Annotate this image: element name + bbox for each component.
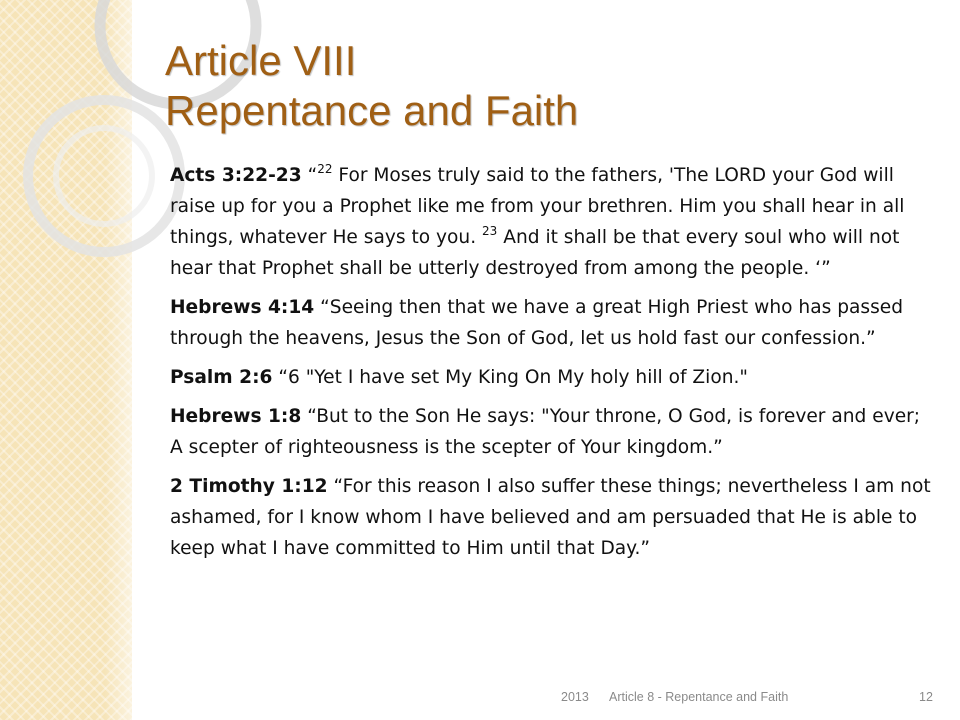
- passage-2-timothy: [170, 471, 935, 564]
- passage-text: For Moses truly said to the fathers, 'The LORD your God will raise up for you a Prophet like me from your brethren. Him you shall hear in all things, whatever He says to you.: [170, 165, 905, 248]
- passage-psalm-2: [170, 362, 935, 393]
- passage-text: “For this reason I also suffer these things; nevertheless I am not ashamed, for I know whom I have believed and am persuaded that He is able to keep what I have committed to Him until that Day.”: [170, 476, 931, 559]
- title-line-1: Article VIII: [165, 37, 357, 84]
- passage-text: “But to the Son He says: "Your throne, O God, is forever and ever; A scepter of righteousness is the scepter of Your kingdom.”: [170, 406, 921, 458]
- scripture-passages: [170, 160, 935, 572]
- open-quote: “: [301, 165, 318, 186]
- title-line-2: Repentance and Faith: [165, 87, 579, 134]
- footer-year: 2013: [561, 690, 589, 704]
- verse-number: 22: [317, 162, 333, 176]
- passage-acts: [170, 160, 935, 284]
- passage-text: “6 "Yet I have set My King On My holy hill of Zion.": [272, 367, 748, 388]
- slide-title: [165, 36, 578, 136]
- passage-reference: Acts 3:22-23: [170, 165, 302, 186]
- passage-hebrews-1: [170, 401, 935, 463]
- passage-text: “Seeing then that we have a great High Priest who has passed through the heavens, Jesus the Son of God, let us hold fast our confession.”: [170, 297, 904, 349]
- passage-reference: Hebrews 1:8: [170, 406, 302, 427]
- passage-reference: 2 Timothy 1:12: [170, 476, 328, 497]
- verse-number: 23: [482, 224, 498, 238]
- passage-hebrews-4: [170, 292, 935, 354]
- passage-reference: Psalm 2:6: [170, 367, 273, 388]
- passage-reference: Hebrews 4:14: [170, 297, 315, 318]
- page-number: 12: [919, 690, 933, 704]
- footer-label: Article 8 - Repentance and Faith: [609, 690, 789, 704]
- passage-text: And it shall be that every soul who will not hear that Prophet shall be utterly destroyed from among the people. ‘”: [170, 227, 900, 279]
- sidebar-shade: [104, 0, 132, 720]
